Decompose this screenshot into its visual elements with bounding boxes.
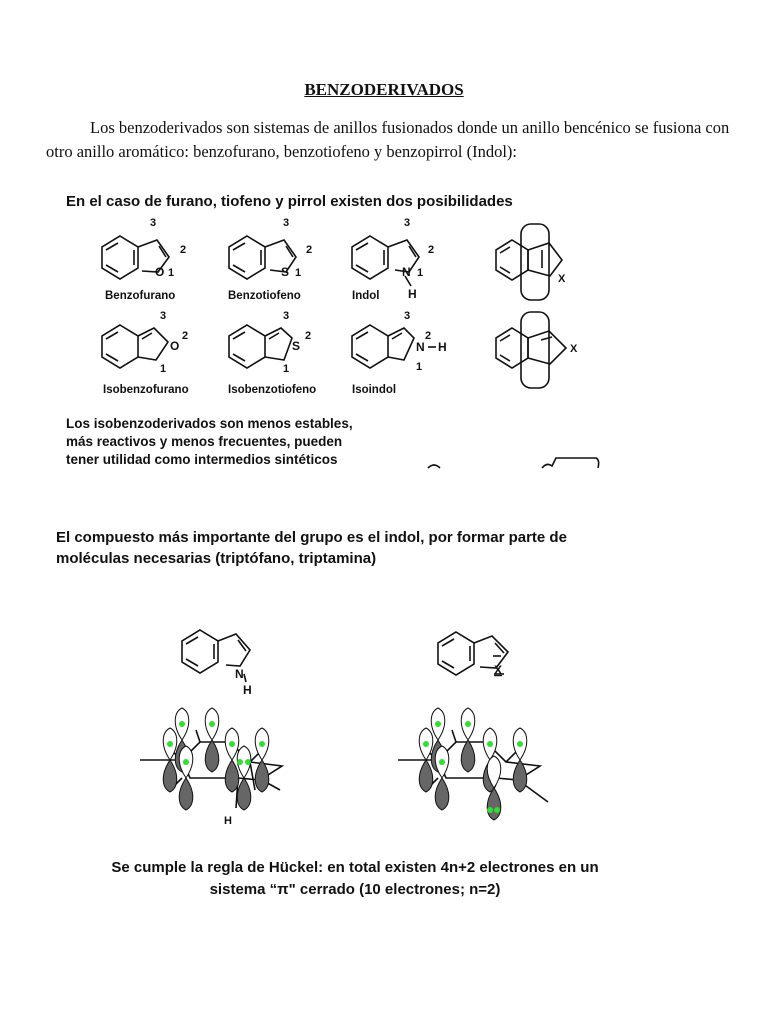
isobenzofurano-pos2: 2 (182, 330, 189, 342)
conclusion-line: Se cumple la regla de Hückel: en total existen 4n+2 electrones en un (111, 859, 599, 876)
indol-pos2: 2 (428, 244, 435, 256)
isobenzotiofeno-pos3: 3 (283, 310, 290, 322)
indol-h-label: H (243, 683, 252, 697)
benzotiofeno-pos3: 3 (283, 217, 290, 229)
benzotiofeno-pos2: 2 (306, 244, 313, 256)
isobenzofurano-structure (102, 325, 168, 368)
benzofurano-heteroatom: O (155, 265, 165, 279)
isoindol-pos3: 3 (404, 310, 411, 322)
conclusion-line: sistema “π" cerrado (10 electrones; n=2) (209, 881, 501, 898)
isobenzofurano-pos1: 1 (160, 363, 167, 375)
isoindol-pos2: 2 (425, 330, 432, 342)
isoindol-pos1: 1 (416, 361, 423, 373)
benzotiofeno-name: Benzotiofeno (228, 290, 301, 302)
isoindol-hydrogen: H (438, 340, 447, 354)
benzotiofeno-pos1: 1 (295, 267, 302, 279)
isobenzoderivatives-note (66, 415, 353, 469)
benzofurano-name: Benzofurano (105, 290, 176, 302)
isoindol-heteroatom: N (416, 340, 425, 354)
orbital-h-label: H (224, 815, 232, 827)
isobenzotiofeno-name: Isobenzotiofeno (228, 384, 317, 396)
note-line: tener utilidad como intermedios sintéticos (66, 452, 338, 467)
huckel-conclusion (60, 857, 650, 901)
figure2-heading (56, 527, 567, 569)
indol-heteroatom: N (402, 265, 411, 279)
isoindol-name: Isoindol (352, 384, 397, 396)
indol-n-label: N (235, 667, 244, 681)
generic-atom-2: X (570, 343, 578, 355)
heading-line: moléculas necesarias (triptófano, triptamina) (56, 550, 377, 567)
isobenzotiofeno-pos2: 2 (305, 330, 312, 342)
benzofurano-pos3: 3 (150, 217, 157, 229)
heading-line: El compuesto más importante del grupo es el indol, por formar parte de (56, 529, 567, 546)
isobenzotiofeno-structure (229, 325, 292, 368)
indol-orbital-diagram (0, 610, 768, 840)
note-line: Los isobenzoderivados son menos estables, (66, 416, 353, 431)
note-line: más reactivos y menos frecuentes, pueden (66, 434, 343, 449)
indol-hydrogen: H (408, 287, 417, 301)
benzofurano-pos1: 1 (168, 267, 175, 279)
intro-paragraph: Los benzoderivados son sistemas de anillos fusionados donde un anillo bencénico se fusiona con otro anillo aromático: benzofurano, benzotiofeno y benzopirrol (Indol): (46, 118, 730, 161)
generic-atom-1: X (558, 273, 566, 285)
generic-isobenzoderivative-overlap (496, 312, 566, 388)
isobenzofurano-pos3: 3 (160, 310, 167, 322)
benzofurano-pos2: 2 (180, 244, 187, 256)
generic-benzoderivative-overlap (496, 224, 562, 300)
isobenzofurano-name: Isobenzofurano (103, 384, 189, 396)
figure1-heading: En el caso de furano, tiofeno y pirrol existen dos posibilidades (66, 193, 513, 210)
anion-x-label: X (494, 663, 503, 677)
indol-pos1: 1 (417, 267, 424, 279)
indol-pos3: 3 (404, 217, 411, 229)
benzotiofeno-heteroatom: S (281, 265, 290, 279)
isobenzofurano-heteroatom: O (170, 339, 180, 353)
isobenzotiofeno-pos1: 1 (283, 363, 290, 375)
isobenzotiofeno-heteroatom: S (292, 339, 301, 353)
document-title: BENZODERIVADOS (304, 80, 464, 99)
indol-name: Indol (352, 290, 380, 302)
